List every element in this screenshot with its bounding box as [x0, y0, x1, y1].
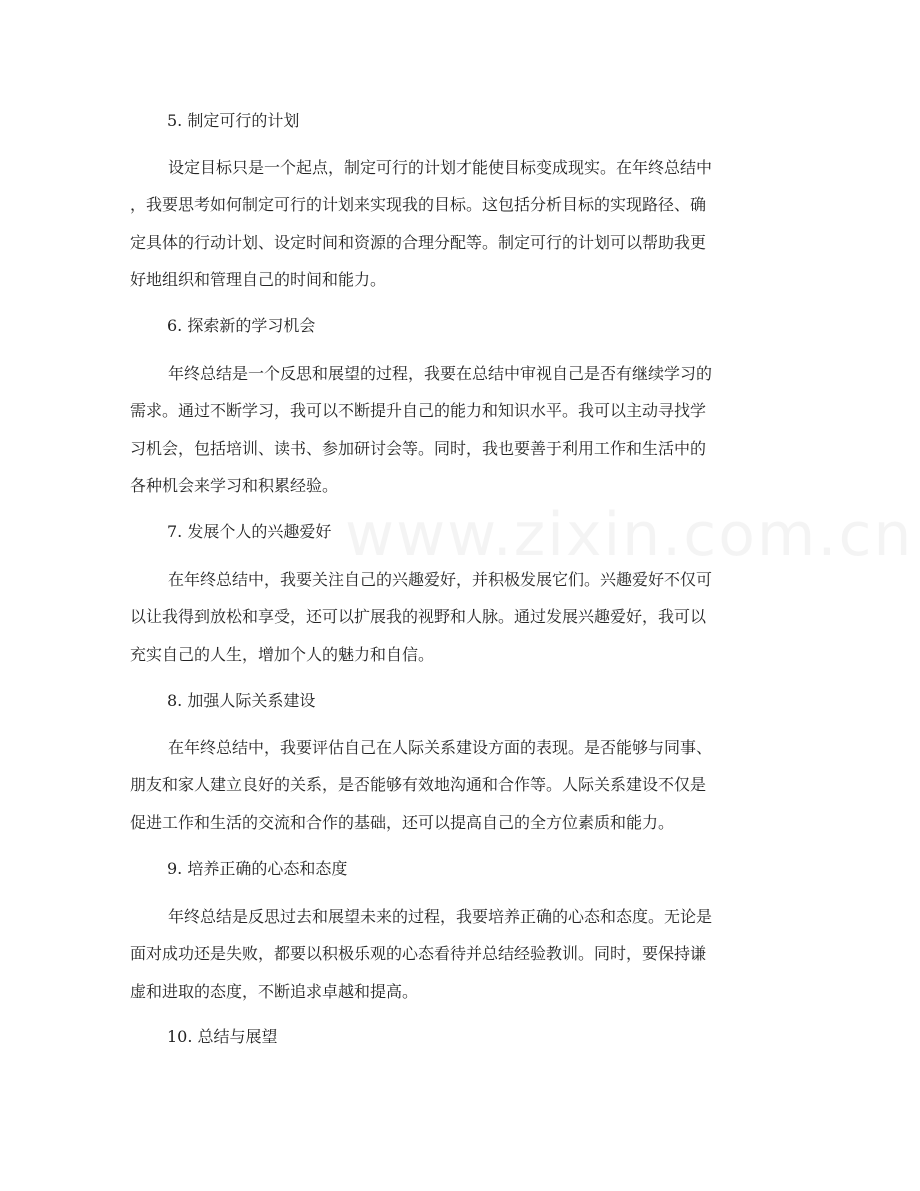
paragraph-line: 习机会，包括培训、读书、参加研讨会等。同时，我也要善于利用工作和生活中的	[130, 438, 707, 458]
paragraph-line: 定具体的行动计划、设定时间和资源的合理分配等。制定可行的计划可以帮助我更	[130, 232, 707, 252]
paragraph-line: 面对成功还是失败，都要以积极乐观的心态看待并总结经验教训。同时，要保持谦	[130, 944, 707, 964]
section-paragraph-5	[130, 149, 790, 299]
watermark	[345, 500, 913, 570]
section-heading-9: 9. 培养正确的心态和态度	[167, 859, 348, 878]
paragraph-line: ，我要思考如何制定可行的计划来实现我的目标。这包括分析目标的实现路径、确	[130, 195, 707, 215]
paragraph-line: 在年终总结中，我要关注自己的兴趣爱好，并积极发展它们。兴趣爱好不仅可	[168, 570, 713, 589]
paragraph-line: 设定目标只是一个起点，制定可行的计划才能使目标变成现实。在年终总结中	[168, 158, 713, 177]
section-paragraph-9	[130, 898, 790, 1010]
section-heading-6: 6. 探索新的学习机会	[167, 316, 316, 335]
section-heading-8: 8. 加强人际关系建设	[167, 691, 316, 710]
paragraph-line: 好地组织和管理自己的时间和能力。	[130, 270, 387, 290]
paragraph-line: 年终总结是一个反思和展望的过程，我要在总结中审视自己是否有继续学习的	[168, 364, 713, 383]
section-heading-5: 5. 制定可行的计划	[167, 111, 300, 130]
section-paragraph-7	[130, 561, 790, 673]
paragraph-line: 需求。通过不断学习，我可以不断提升自己的能力和知识水平。我可以主动寻找学	[130, 401, 707, 421]
paragraph-line: 在年终总结中，我要评估自己在人际关系建设方面的表现。是否能够与同事、	[168, 738, 713, 757]
paragraph-line: 以让我得到放松和享受，还可以扩展我的视野和人脉。通过发展兴趣爱好，我可以	[130, 607, 707, 627]
section-heading-10: 10. 总结与展望	[167, 1027, 278, 1046]
paragraph-line: 促进工作和生活的交流和合作的基础，还可以提高自己的全方位素质和能力。	[130, 812, 675, 832]
section-paragraph-6	[130, 355, 790, 505]
paragraph-line: 充实自己的人生，增加个人的魅力和自信。	[130, 644, 435, 664]
paragraph-line: 朋友和家人建立良好的关系，是否能够有效地沟通和合作等。人际关系建设不仅是	[130, 775, 707, 795]
paragraph-line: 各种机会来学习和积累经验。	[130, 476, 339, 496]
paragraph-line: 虚和进取的态度，不断追求卓越和提高。	[130, 981, 419, 1001]
section-paragraph-8	[130, 729, 790, 841]
paragraph-line: 年终总结是反思过去和展望未来的过程，我要培养正确的心态和态度。无论是	[168, 907, 713, 926]
section-heading-7: 7. 发展个人的兴趣爱好	[167, 522, 332, 541]
